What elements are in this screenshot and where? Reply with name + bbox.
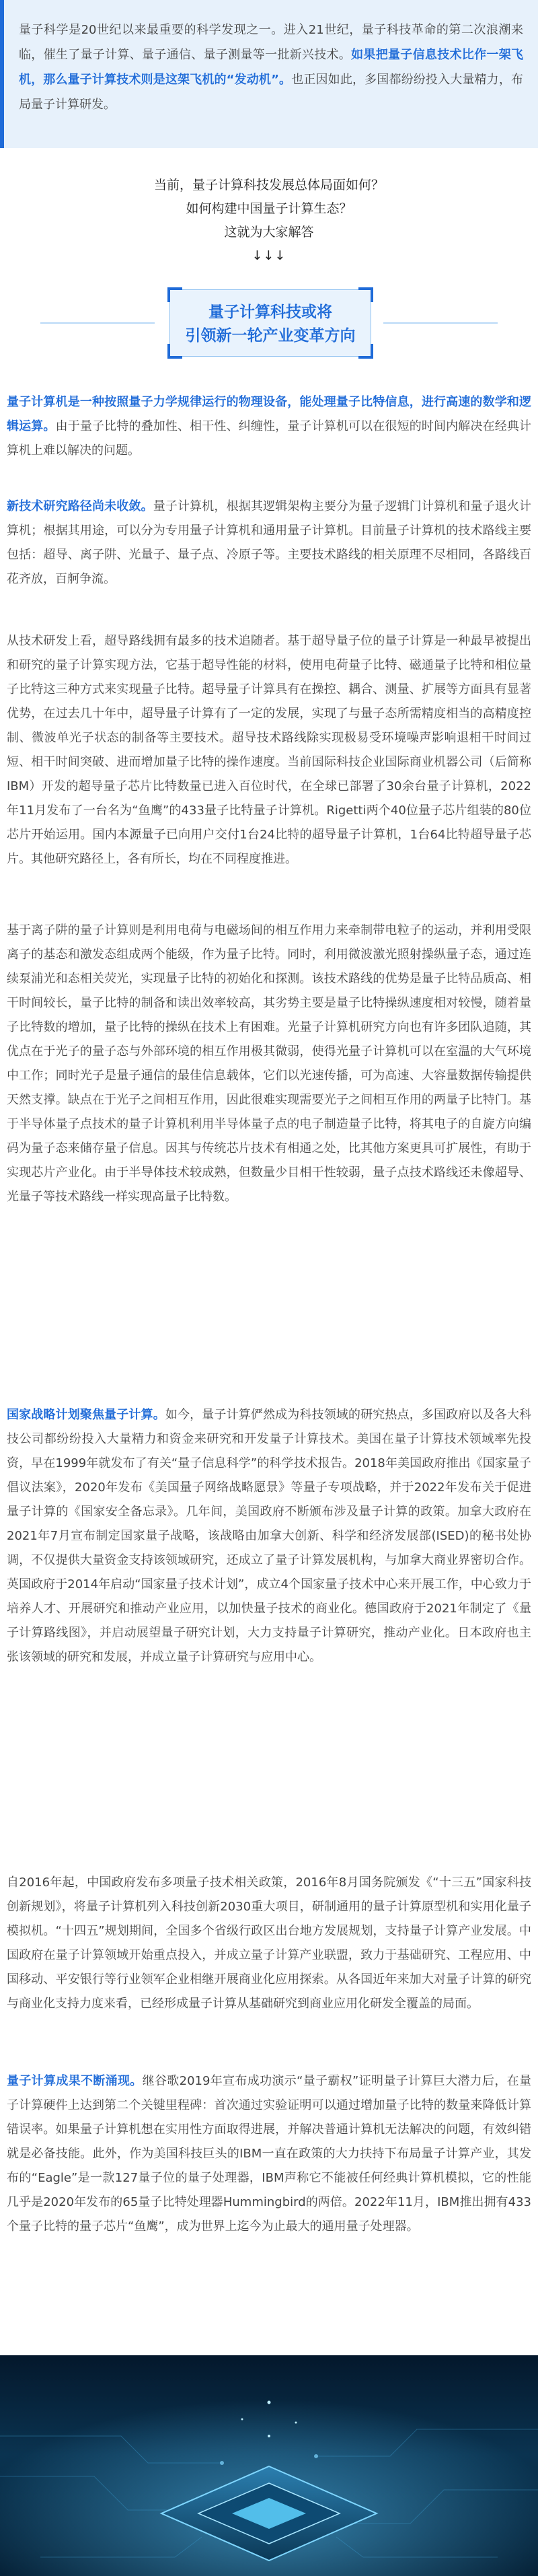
corner-bracket	[358, 287, 373, 302]
corner-bracket	[167, 344, 182, 359]
intro-callout	[0, 0, 538, 148]
question-3: 这就为大家解答	[224, 225, 314, 240]
intro-highlight: 如果把量子信息技术比作一架飞机，那么量子计算技术则是这架飞机的“发动机”。	[19, 48, 524, 87]
paragraph-definition	[7, 390, 531, 463]
quantum-chip-illustration	[0, 2355, 538, 2576]
paragraph-lead: 国家战略计划聚焦量子计算。	[7, 1408, 165, 1422]
intro-text-1: 量子科学是20世纪以来最重要的科学发现之一。进入21世纪，量子科技革命的第二次浪潮来临，催生了量子计算、量子通信、量子测量等一批新兴技术。	[19, 23, 523, 62]
paragraph-lead: 新技术研究路径尚未收敛。	[7, 499, 153, 513]
question-block	[0, 174, 538, 268]
paragraph-body: 如今，量子计算俨然成为科技领域的研究热点，多国政府以及各大科技公司都纷纷投入大量精力和资金来研究和开发量子计算技术。美国在量子计算技术领域率先投资，早在1999年就发布了有关“量子信息科学”的科学技术报告。2018年美国政府推出《国家量子倡议法案》，2020年发布《美国量子网络战略愿景》等量子专项战略，并于2022年发布关于促进量子计算的《国家安全备忘录》。几年间，美国政府不断颁布涉及量子计算的政策。加拿大政府在2021年7月宣布制定国家量子战略，该战略由加拿大创新、科学和经济发展部(ISED)的秘书处协调，不仅提供大量资金支持该领域研究，还成立了量子计算发展机构，与加拿大商业界密切合作。英国政府于2014年启动“国家量子技术计划”，成立4个国家量子技术中心来开展工作，中心致力于培养人才、开展研究和推动产业应用，以加快量子技术的商业化。德国政府于2021年制定了《量子计算路线图》，并启动展望量子研究计划，大力支持量子计算研究，推动产业化。日本政府也主张该领域的研究和发展，并成立量子计算研究与应用中心。	[7, 1408, 531, 1664]
paragraph-national-strategy	[7, 1403, 531, 1670]
banner-title-line-1: 量子计算科技或将	[208, 303, 332, 321]
section-banner	[0, 276, 538, 370]
paragraph-body: 基于离子阱的量子计算则是利用电荷与电磁场间的相互作用力来牵制带电粒子的运动，并利用受限离子的基态和激发态组成两个能级，作为量子比特。同时，利用微波激光照射操纵量子态，通过连续泵浦光和态相关荧光，实现量子比特的初始化和探测。该技术路线的优势是量子比特品质高、相干时间较长，量子比特的制备和读出效率较高，其劣势主要是量子比特操纵速度相对较慢，随着量子比特数的增加，量子比特的操纵在技术上有困难。光量子计算机研究方向也有许多团队追随，其优点在于光子的量子态与外部环境的相互作用极其微弱，使得光量子计算机可以在室温的大气环境中工作；同时光子是量子通信的最佳信息载体，它们以光速传播，可为高速、大容量数据传输提供天然支撑。缺点在于光子之间相互作用，因此很难实现需要光子之间相互作用的两量子比特门。基于半导体量子点技术的量子计算机利用半导体量子点的电子制造量子比特，将其电子的自旋方向编码为量子态来储存量子信息。因其与传统芯片技术有相通之处，比其他方案更具可扩展性，有助于实现芯片产业化。由于半导体技术较成熟，但数量少目相干性较弱，量子点技术路线还未像超导、光量子等技术路线一样实现高量子比特数。	[7, 923, 531, 1204]
paragraph-achievements	[7, 2069, 531, 2239]
paragraph-body: 由于量子比特的叠加性、相干性、纠缠性，量子计算机可以在很短的时间内解决在经典计算机上难以解决的问题。	[7, 419, 532, 458]
quantum-chip-image	[0, 2355, 538, 2576]
paragraph-lead: 量子计算机是一种按照量子力学规律运行的物理设备，能处理量子比特信息，进行高速的数学和逻辑运算。	[7, 395, 531, 433]
question-2: 如何构建中国量子计算生态？	[186, 201, 352, 216]
paragraph-lead: 量子计算成果不断涌现。	[7, 2074, 143, 2088]
banner-left-line	[40, 322, 155, 324]
paragraph-body: 继谷歌2019年宣布成功演示“量子霸权”证明量子计算巨大潜力后，在量子计算硬件上达到第二个关键里程碑：首次通过实验证明可以通过增加量子比特的数量来降低计算错误率。如果量子计算机想在实用性方面取得进展，并解决普通计算机无法解决的问题，有效纠错就是必备技能。此外，作为美国科技巨头的IBM一直在政策的大力扶持下布局量子计算产业，其发布的“Eagle”是一款127量子位的量子处理器，IBM声称它不能被任何经典计算机模拟，它的性能几乎是2020年发布的65量子比特处理器Hummingbird的两倍。2022年11月，IBM推出拥有433个量子比特的量子芯片“鱼鹰”，成为世界上迄今为止最大的通用量子处理器。	[7, 2074, 531, 2233]
paragraph-body: 从技术研发上看，超导路线拥有最多的技术追随者。基于超导量子位的量子计算是一种最早被提出和研究的量子计算实现方法，它基于超导性能的材料，使用电荷量子比特、磁通量子比特和相位量子比特这三种方式来实现量子比特。超导量子计算具有在操控、耦合、测量、扩展等方面具有显著优势，在过去几十年中，超导量子计算有了一定的发展，实现了与量子态所需精度相当的高精度控制、微波单光子状态的制备等主要技术。超导技术路线除实现极易受环境噪声影响退相干时间过短、相干时间突破、进而增加量子比特的操作速度。当前国际科技企业国际商业机器公司（后简称IBM）开发的超导量子芯片比特数量已进入百位时代，在全球已部署了30余台量子计算机，2022年11月发布了一台名为“鱼鹰”的433量子比特量子计算机。Rigetti两个40位量子芯片组装的80位芯片开始运用。国内本源量子已向用户交付1台24比特的超导量子计算机，1台64比特超导量子芯片。其他研究路径上，各有所长，均在不同程度推进。	[7, 634, 531, 866]
paragraph-tech-routes	[7, 495, 531, 592]
banner-box	[169, 289, 371, 357]
question-1: 当前，量子计算科技发展总体局面如何？	[153, 178, 384, 192]
paragraph-body: 量子计算机，根据其逻辑架构主要分为量子逻辑门计算机和量子退火计算机；根据其用途，可以分为专用量子计算机和通用量子计算机。目前量子计算机的技术路线主要包括：超导、离子阱、光量子、量子点、冷原子等。主要技术路线的相关原理不尽相同，各路线百花齐放，百舸争流。	[7, 499, 532, 586]
banner-title-line-2: 引领新一轮产业变革方向	[185, 327, 356, 345]
corner-bracket	[167, 287, 182, 302]
intro-text-2: 也正因如此，多国都纷纷投入大量精力，布局量子计算研发。	[19, 73, 523, 112]
banner-right-line	[383, 322, 498, 324]
intro-paragraph	[19, 17, 523, 117]
paragraph-china-policy	[7, 1871, 531, 2016]
paragraph-body: 自2016年起，中国政府发布多项量子技术相关政策，2016年8月国务院颁发《“十三五”国家科技创新规划》，将量子计算机列入科技创新2030重大项目，研制通用的量子计算原型机和实用化量子模拟机。“十四五”规划期间，全国多个省级行政区出台地方发展规划，支持量子计算产业发展。中国政府在量子计算领域开始重点投入，并成立量子计算产业联盟，致力于基础研究、工程应用、中国移动、平安银行等行业领军企业相继开展商业化应用探索。从各国近年来加大对量子计算的研究与商业化支持力度来看，已经形成量子计算从基础研究到商业应用化研发全覆盖的局面。	[7, 1875, 531, 2011]
down-arrows-icon: ↓↓↓	[252, 248, 286, 263]
paragraph-superconducting	[7, 629, 531, 871]
paragraph-ion-trap	[7, 919, 531, 1209]
corner-bracket	[358, 344, 373, 359]
